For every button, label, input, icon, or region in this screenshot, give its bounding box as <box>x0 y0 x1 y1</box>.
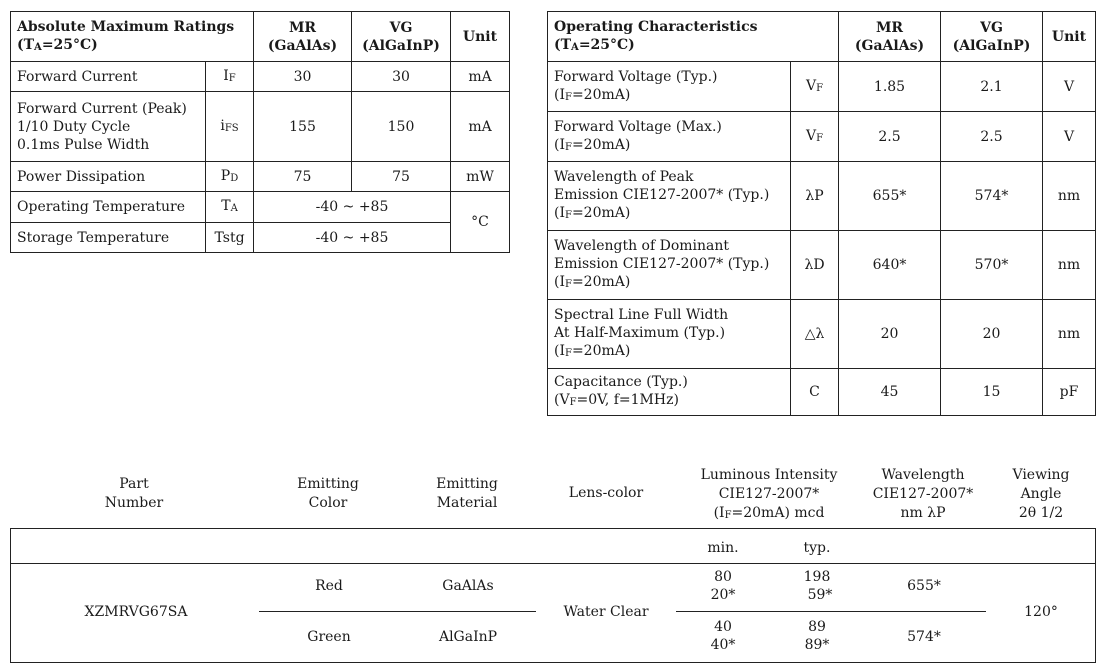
header-lens-color: Lens-color <box>568 485 644 501</box>
table-row <box>11 223 510 253</box>
vg-value: 15 <box>941 369 1043 416</box>
param: Wavelength of Dominant Emission CIE127-2007* (Typ.) $(I_F=20mA)$ <box>548 231 791 300</box>
divider <box>676 611 986 612</box>
lum-typ: 198 59* <box>803 569 833 603</box>
table-row <box>548 162 1096 231</box>
emitting-material: AlGaInP <box>438 629 498 645</box>
symbol: $V_F$ <box>791 112 839 162</box>
symbol: λD <box>791 231 839 300</box>
symbol: $T_A$ <box>206 192 254 223</box>
symbol: $V_F$ <box>791 62 839 112</box>
temp-unit: °C <box>451 192 510 253</box>
vg-value: 2.1 <box>941 62 1043 112</box>
table-row <box>11 192 510 223</box>
unit: nm <box>1043 300 1096 369</box>
divider <box>11 563 1095 564</box>
abs-header-mr: MR (GaAlAs) <box>254 12 352 62</box>
param: Forward Current (Peak) 1/10 Duty Cycle 0.1ms Pulse Width <box>11 92 206 162</box>
lum-typ: 89 89* <box>804 619 830 653</box>
mr-value: 2.5 <box>839 112 941 162</box>
mr-value: 20 <box>839 300 941 369</box>
table-row <box>548 62 1096 112</box>
table-row <box>11 92 510 162</box>
unit: mA <box>451 62 510 92</box>
viewing-angle: 120° <box>1024 604 1058 620</box>
emitting-color: Green <box>307 629 351 645</box>
symbol: $P_D$ <box>206 162 254 192</box>
param: Spectral Line Full Width At Half-Maximum (Typ.) $(I_F=20mA)$ <box>548 300 791 369</box>
param: Forward Voltage (Max.) $(I_F=20mA)$ <box>548 112 791 162</box>
header-wavelength: Wavelength CIE127-2007* nm λP <box>872 467 974 521</box>
unit: pF <box>1043 369 1096 416</box>
table-row <box>548 231 1096 300</box>
vg-value: 574* <box>941 162 1043 231</box>
unit: V <box>1043 62 1096 112</box>
subheader-typ: typ. <box>803 540 831 556</box>
table-row <box>548 300 1096 369</box>
op-header-unit: Unit <box>1043 12 1096 62</box>
header-luminous-intensity: Luminous Intensity CIE127-2007* $(I_F=20mA)$ mcd <box>700 467 838 521</box>
vg-value: 570* <box>941 231 1043 300</box>
mr-value: 45 <box>839 369 941 416</box>
mr-value: 640* <box>839 231 941 300</box>
symbol: △λ <box>791 300 839 369</box>
vg-value: 20 <box>941 300 1043 369</box>
divider <box>259 611 536 612</box>
range-value: -40 ~ +85 <box>254 192 451 223</box>
unit: nm <box>1043 231 1096 300</box>
part-selection-table <box>10 463 1096 663</box>
emitting-color: Red <box>315 578 343 594</box>
header-viewing-angle: Viewing Angle 2θ 1/2 <box>1012 467 1070 521</box>
subheader-min: min. <box>707 540 739 556</box>
header-part-number: Part Number <box>104 476 164 511</box>
abs-header-unit: Unit <box>451 12 510 62</box>
absolute-maximum-ratings-table <box>10 11 510 253</box>
symbol: Tstg <box>206 223 254 253</box>
part-number: XZMRVG67SA <box>84 604 188 620</box>
vg-value: 30 <box>352 62 451 92</box>
op-title: Operating Characteristics <box>554 18 758 35</box>
abs-header-vg: VG (AlGaInP) <box>352 12 451 62</box>
op-condition: $(T_A=25^\circ C)$ <box>554 36 635 53</box>
mr-value: 155 <box>254 92 352 162</box>
table-row <box>11 162 510 192</box>
unit: nm <box>1043 162 1096 231</box>
lum-min: 80 20* <box>710 569 736 603</box>
unit: mW <box>451 162 510 192</box>
param: Forward Current <box>11 62 206 92</box>
op-title-cell <box>548 12 839 62</box>
wavelength: 574* <box>907 629 941 645</box>
param: Storage Temperature <box>11 223 206 253</box>
unit: mA <box>451 92 510 162</box>
table-row <box>548 112 1096 162</box>
abs-condition: $(T_A=25^\circ C)$ <box>17 36 98 53</box>
emitting-material: GaAlAs <box>442 578 494 594</box>
symbol: C <box>791 369 839 416</box>
op-header-vg: VG (AlGaInP) <box>941 12 1043 62</box>
mr-value: 75 <box>254 162 352 192</box>
op-header-mr: MR (GaAlAs) <box>839 12 941 62</box>
param: Capacitance (Typ.) ($V_F=0V$, f=1MHz) <box>548 369 791 416</box>
abs-title-cell <box>11 12 254 62</box>
header-emitting-color: Emitting Color <box>297 476 359 511</box>
param: Forward Voltage (Typ.) $(I_F=20mA)$ <box>548 62 791 112</box>
symbol: $i_{FS}$ <box>206 92 254 162</box>
mr-value: 1.85 <box>839 62 941 112</box>
param: Power Dissipation <box>11 162 206 192</box>
vg-value: 2.5 <box>941 112 1043 162</box>
range-value: -40 ~ +85 <box>254 223 451 253</box>
operating-characteristics-table <box>547 11 1096 416</box>
vg-value: 150 <box>352 92 451 162</box>
wavelength: 655* <box>907 578 941 594</box>
mr-value: 30 <box>254 62 352 92</box>
symbol: $I_F$ <box>206 62 254 92</box>
abs-title: Absolute Maximum Ratings <box>17 18 235 35</box>
header-emitting-material: Emitting Material <box>436 476 498 511</box>
lum-min: 40 40* <box>710 619 736 653</box>
table-row <box>548 369 1096 416</box>
lens-color: Water Clear <box>563 604 649 620</box>
part-table-body <box>10 528 1096 663</box>
param: Wavelength of Peak Emission CIE127-2007* (Typ.) $(I_F=20mA)$ <box>548 162 791 231</box>
symbol: λP <box>791 162 839 231</box>
param: Operating Temperature <box>11 192 206 223</box>
mr-value: 655* <box>839 162 941 231</box>
table-row <box>11 62 510 92</box>
unit: V <box>1043 112 1096 162</box>
vg-value: 75 <box>352 162 451 192</box>
